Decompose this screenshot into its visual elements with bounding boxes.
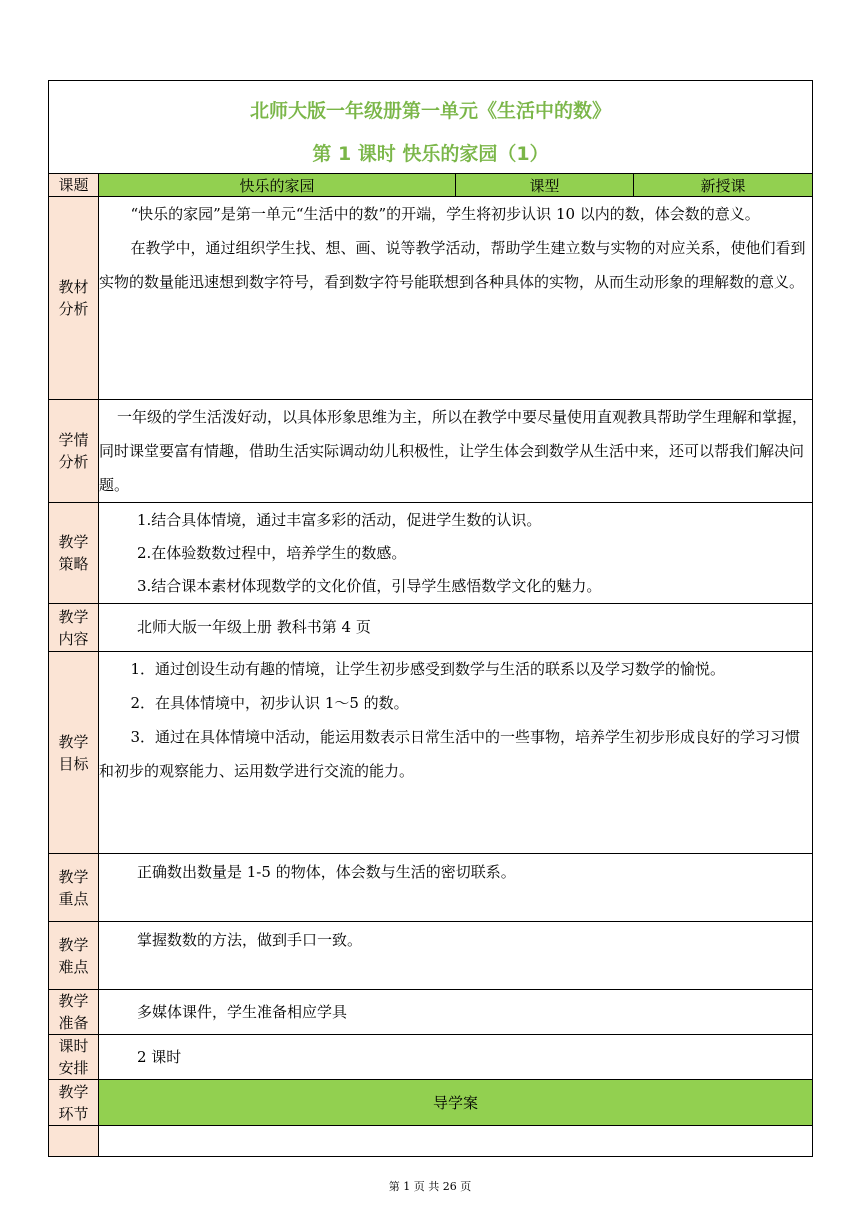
preparation-label: 教学准备	[49, 990, 99, 1035]
key-points-label: 教学重点	[49, 854, 99, 922]
topic-value: 快乐的家园	[99, 174, 456, 197]
strategy-content	[99, 503, 813, 604]
strategy-item-1: 1.结合具体情境，通过丰富多彩的活动，促进学生数的认识。	[137, 510, 542, 529]
lesson-title: 第 1 课时 快乐的家园（1）	[312, 142, 549, 165]
key-points-row	[49, 854, 813, 922]
title-row	[49, 81, 813, 174]
process-row	[49, 1080, 813, 1126]
strategy-label: 教学策略	[49, 503, 99, 604]
students-content	[99, 400, 813, 503]
key-points-content	[99, 854, 813, 922]
topic-row	[49, 174, 813, 197]
students-row	[49, 400, 813, 503]
topic-label: 课题	[49, 174, 99, 197]
content-label: 教学内容	[49, 604, 99, 652]
material-row	[49, 197, 813, 400]
difficulties-row	[49, 922, 813, 990]
preparation-row	[49, 990, 813, 1035]
material-paragraph-1: “快乐的家园”是第一单元“生活中的数”的开端，学生将初步认识 10 以内的数，体会数的意义。	[130, 205, 760, 223]
type-label: 课型	[456, 174, 634, 197]
students-label: 学情分析	[49, 400, 99, 503]
content-value	[99, 604, 813, 652]
goal-item-2: 2．在具体情境中，初步认识 1～5 的数。	[130, 694, 409, 712]
schedule-content	[99, 1035, 813, 1080]
document-title: 北师大版一年级册第一单元《生活中的数》	[250, 99, 612, 122]
strategy-item-3: 3.结合课本素材体现数学的文化价值，引导学生感悟数学文化的魅力。	[137, 576, 602, 595]
type-value: 新授课	[634, 174, 813, 197]
difficulties-label: 教学难点	[49, 922, 99, 990]
goals-content	[99, 652, 813, 854]
schedule-row	[49, 1035, 813, 1080]
strategy-item-2: 2.在体验数数过程中，培养学生的数感。	[137, 543, 407, 562]
preparation-content	[99, 990, 813, 1035]
strategy-row	[49, 503, 813, 604]
schedule-label: 课时安排	[49, 1035, 99, 1080]
process-label: 教学环节	[49, 1080, 99, 1126]
goals-label: 教学目标	[49, 652, 99, 854]
goals-row	[49, 652, 813, 854]
preparation-text: 多媒体课件，学生准备相应学具	[137, 1002, 348, 1021]
difficulties-text: 掌握数数的方法，做到手口一致。	[137, 931, 363, 949]
schedule-text: 2 课时	[137, 1047, 182, 1066]
material-content	[99, 197, 813, 400]
content-row	[49, 604, 813, 652]
material-paragraph-2: 在教学中，通过组织学生找、想、画、说等教学活动，帮助学生建立数与实物的对应关系，使他们看到实物的数量能迅速想到数字符号，看到数字符号能联想到各种具体的实物，从而生动形象的理解数的意义。	[99, 239, 806, 291]
key-points-text: 正确数出数量是 1-5 的物体，体会数与生活的密切联系。	[137, 863, 516, 881]
content-text: 北师大版一年级上册 教科书第 4 页	[137, 618, 371, 636]
title-cell	[49, 81, 813, 174]
empty-label-cell	[49, 1126, 99, 1157]
process-header: 导学案	[99, 1080, 813, 1126]
empty-row	[49, 1126, 813, 1157]
empty-content-cell	[99, 1126, 813, 1157]
material-label: 教材分析	[49, 197, 99, 400]
goal-item-1: 1．通过创设生动有趣的情境，让学生初步感受到数学与生活的联系以及学习数学的愉悦。	[130, 660, 726, 678]
students-text: 一年级的学生活泼好动，以具体形象思维为主，所以在教学中要尽量使用直观教具帮助学生理解和掌握，同时课堂要富有情趣，借助生活实际调动幼儿积极性，让学生体会到数学从生活中来，还可以帮我们解决问题。	[99, 408, 808, 494]
page-footer: 第 1 页 共 26 页	[388, 1180, 472, 1193]
difficulties-content	[99, 922, 813, 990]
lesson-plan-table	[48, 80, 813, 1157]
goal-item-3: 3．通过在具体情境中活动，能运用数表示日常生活中的一些事物，培养学生初步形成良好的学习习惯和初步的观察能力、运用数学进行交流的能力。	[99, 728, 801, 780]
